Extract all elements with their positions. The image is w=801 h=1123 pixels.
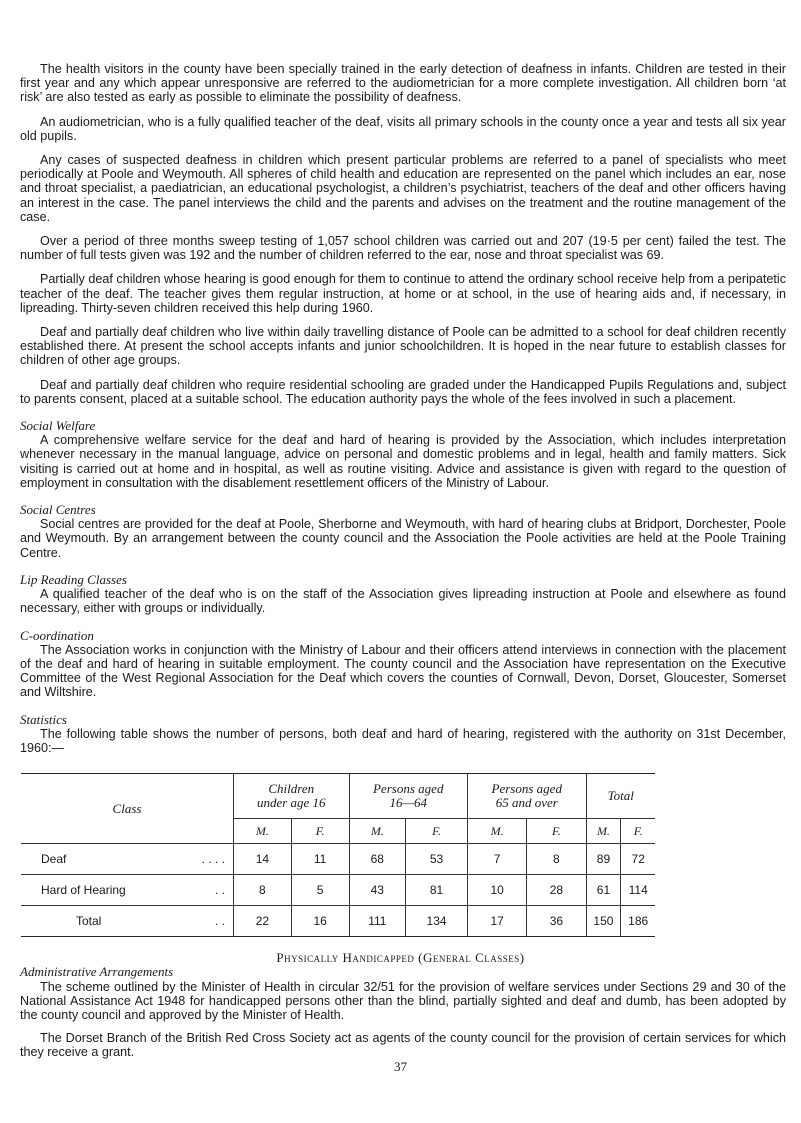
table-cell: 111	[349, 906, 406, 937]
table-cell: 61	[586, 875, 621, 906]
section-heading: Social Welfare	[20, 418, 96, 434]
row-label-hard-of-hearing: Hard of Hearing . .	[21, 875, 234, 906]
sub-header-m: M.	[586, 819, 621, 844]
group-header-persons-16-64: Persons aged 16—64	[349, 774, 468, 819]
intro-paragraph: Deaf and partially deaf children who live within daily travelling distance of Poole can be admitted to a school for deaf children recently established there. At present the school accepts infants and junior schoolchildren. It is hoped in the near future to establish classes for children of other age groups.	[20, 325, 786, 368]
table-row	[21, 844, 655, 875]
sub-header-f: F.	[291, 819, 349, 844]
admin-paragraph: The Dorset Branch of the British Red Cross Society act as agents of the county council for the provision of certain services for which they receive a grant.	[20, 1031, 786, 1060]
page-number: 37	[394, 1058, 407, 1074]
table-cell: 114	[621, 875, 655, 906]
table-row	[21, 875, 655, 906]
group-header-total: Total	[586, 774, 655, 819]
intro-paragraph: Partially deaf children whose hearing is good enough for them to continue to attend the ordinary school receive help from a peripatetic teacher of the deaf. The teacher gives them regular instruction, at home or at school, in the use of hearing aids and, if necessary, in lipreading. Thirty-seven children received this help during 1960.	[20, 272, 786, 315]
sub-header-f: F.	[527, 819, 586, 844]
section-heading: Lip Reading Classes	[20, 571, 127, 587]
section-heading: Statistics	[20, 711, 67, 727]
table-cell: 36	[527, 906, 586, 937]
table-cell: 16	[291, 906, 349, 937]
table-cell: 72	[621, 844, 655, 875]
sub-header-m: M.	[349, 819, 406, 844]
table-group-header-row	[21, 774, 655, 819]
physically-handicapped-title: Physically Handicapped (General Classes)	[276, 950, 525, 966]
section-text: The Association works in conjunction with the Ministry of Labour and their officers attend interviews in connection with the placement of the deaf and hard of hearing in suitable employment. The county council and the Association have representation on the Executive Committee of the West Regional Association for the Deaf which covers the counties of Cornwall, Devon, Dorset, Gloucester, Somerset and Wiltshire.	[20, 642, 786, 700]
table-cell: 7	[468, 844, 527, 875]
table-cell: 17	[468, 906, 527, 937]
table-cell: 43	[349, 875, 406, 906]
table-cell: 186	[621, 906, 655, 937]
table-cell: 8	[527, 844, 586, 875]
row-label-deaf: Deaf . . . .	[21, 844, 234, 875]
intro-paragraph: The health visitors in the county have been specially trained in the early detection of deafness in infants. Children are tested in their first year and any which appear unresponsive are referred to the audiometrician for a more complete investigation. All children born ‘at risk’ are also tested as early as possible to eliminate the possibility of deafness.	[20, 62, 786, 105]
table-cell: 134	[406, 906, 468, 937]
document-page	[0, 62, 801, 1087]
table-cell: 8	[234, 875, 292, 906]
admin-paragraph: The scheme outlined by the Minister of Health in circular 32/51 for the provision of welfare services under Sections 29 and 30 of the National Assistance Act 1948 for handicapped persons other than the blind, partially sighted and deaf and dumb, has been adopted by the county council and approved by the Minister of Health.	[20, 979, 786, 1022]
intro-paragraph: Over a period of three months sweep testing of 1,057 school children was carried out and 207 (19·5 per cent) failed the test. The number of full tests given was 192 and the number of children referred to the ear, nose and throat specialist was 69.	[20, 234, 786, 263]
deafness-statistics-table	[21, 773, 655, 937]
group-header-children: Children under age 16	[234, 774, 350, 819]
section-heading: C-oordination	[20, 627, 94, 643]
row-label-total: Total . .	[21, 906, 234, 937]
table-cell: 22	[234, 906, 292, 937]
section-text: The following table shows the number of persons, both deaf and hard of hearing, registered with the authority on 31st December, 1960:—	[20, 726, 786, 755]
table-cell: 5	[291, 875, 349, 906]
section-heading: Social Centres	[20, 502, 96, 518]
intro-paragraph: An audiometrician, who is a fully qualified teacher of the deaf, visits all primary schools in the county once a year and tests all six year old pupils.	[20, 114, 786, 143]
intro-paragraph: Deaf and partially deaf children who require residential schooling are graded under the Handicapped Pupils Regulations and, subject to parents consent, placed at a suitable school. The education authority pays the whole of the fees involved in such a placement.	[20, 377, 786, 406]
sub-header-f: F.	[621, 819, 655, 844]
section-text: Social centres are provided for the deaf at Poole, Sherborne and Weymouth, with hard of hearing clubs at Bridport, Dorchester, Poole and Weymouth. By an arrangement between the county council and the Association the Poole activities are held at the Poole Training Centre.	[20, 517, 786, 560]
sub-header-f: F.	[406, 819, 468, 844]
table-row-total	[21, 906, 655, 937]
table-cell: 81	[406, 875, 468, 906]
table-cell: 11	[291, 844, 349, 875]
table-cell: 14	[234, 844, 292, 875]
section-text: A qualified teacher of the deaf who is on the staff of the Association gives lipreading instruction at Poole and elsewhere as found necessary, either with groups or individually.	[20, 587, 786, 616]
intro-paragraph: Any cases of suspected deafness in children which present particular problems are referred to a panel of specialists who meet periodically at Poole and Weymouth. All spheres of child health and education are represented on the panel which includes an ear, nose and throat specialist, a paediatrician, an educational psychologist, a children’s psychiatrist, teachers of the deaf and other officers having an interest in the case. The panel interviews the child and the parents and advises on the treatment and the routine management of the case.	[20, 153, 786, 224]
class-column-header: Class	[21, 774, 234, 844]
sub-header-m: M.	[234, 819, 292, 844]
table-cell: 150	[586, 906, 621, 937]
table-cell: 10	[468, 875, 527, 906]
section-heading: Administrative Arrangements	[20, 964, 174, 980]
section-text: A comprehensive welfare service for the deaf and hard of hearing is provided by the Association, which includes interpretation whenever necessary in the manual language, advice on personal and domestic problems and in legal, health and family matters. Sick visiting is carried out at home and in hospital, as well as routine visiting. Advice and assistance is given with regard to the question of employment in consultation with the disablement resettlement officers of the Ministry of Labour.	[20, 433, 786, 490]
table-cell: 68	[349, 844, 406, 875]
group-header-persons-65-over: Persons aged 65 and over	[468, 774, 587, 819]
table-cell: 28	[527, 875, 586, 906]
table-cell: 89	[586, 844, 621, 875]
table-cell: 53	[406, 844, 468, 875]
sub-header-m: M.	[468, 819, 527, 844]
